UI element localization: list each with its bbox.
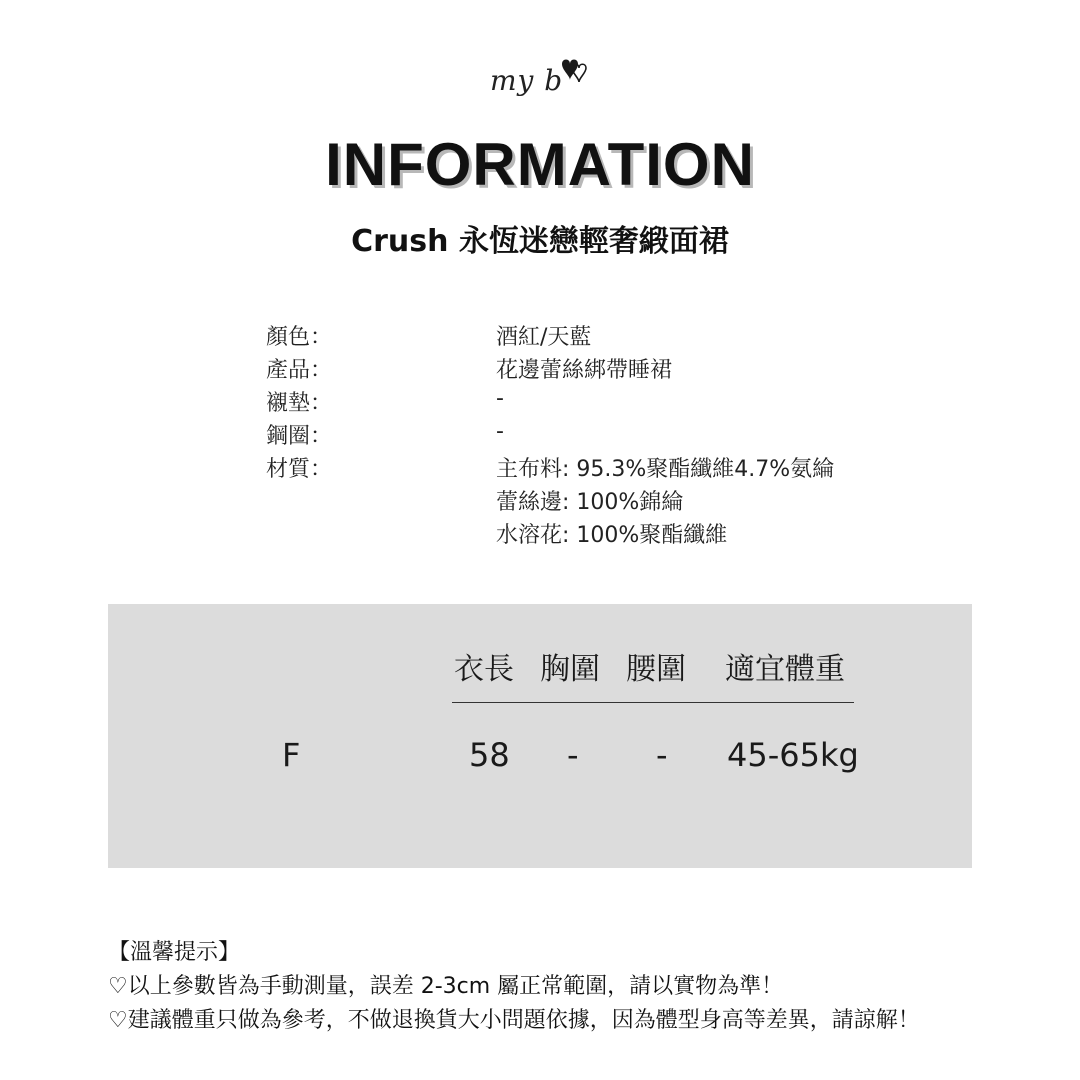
info-label-color: 顏色：	[266, 325, 333, 350]
product-name: Crush 永恆迷戀輕奢緞面裙	[351, 224, 729, 259]
size-value-weight: 45-65kg	[727, 736, 859, 774]
info-label-material: 材質：	[266, 457, 333, 482]
heart-icon	[556, 54, 592, 94]
info-value-material-lace: 蕾絲邊: 100%錦綸	[496, 490, 684, 515]
info-value-color: 酒紅/天藍	[496, 325, 592, 350]
info-value-material-embroidery: 水溶花: 100%聚酯纖維	[496, 523, 728, 548]
info-label-padding: 襯墊：	[266, 391, 333, 416]
info-value-material: 主布料: 95.3%聚酯纖維4.7%氨綸	[496, 457, 835, 482]
size-value-length: 58	[469, 736, 510, 774]
size-header-bust: 胸圍	[540, 652, 600, 687]
page-title: INFORMATION	[325, 131, 755, 198]
size-header-length: 衣長	[454, 652, 514, 687]
size-header-waist: 腰圍	[626, 652, 686, 687]
info-label-underwire: 鋼圈：	[266, 424, 333, 449]
info-value-underwire: -	[496, 419, 504, 444]
logo-text: my b	[490, 64, 564, 97]
info-value-product: 花邊蕾絲綁帶睡裙	[496, 358, 673, 383]
size-value-bust: -	[567, 736, 579, 774]
info-value-padding: -	[496, 386, 504, 411]
note-line: ♡建議體重只做為參考，不做退換貨大小問題依據，因為體型身高等差異，請諒解！	[108, 1008, 920, 1033]
size-header-divider	[452, 702, 854, 703]
notes-heading: 【溫馨提示】	[108, 940, 241, 965]
size-label: F	[282, 736, 301, 774]
note-line: ♡以上參數皆為手動測量，誤差 2-3cm 屬正常範圍，請以實物為準！	[108, 974, 784, 999]
brand-logo	[486, 50, 596, 112]
size-value-waist: -	[656, 736, 668, 774]
info-label-product: 產品：	[266, 358, 333, 383]
size-header-weight: 適宜體重	[725, 652, 845, 687]
